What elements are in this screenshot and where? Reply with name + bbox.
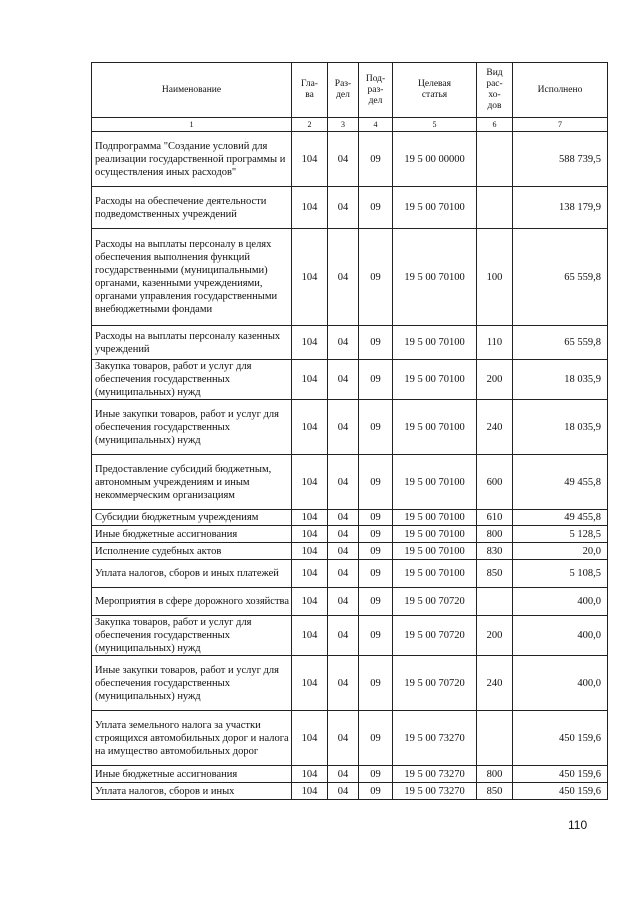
- row-tselevaya-statya: 19 5 00 70100: [393, 326, 477, 360]
- row-name: Субсидии бюджетным учреждениям: [92, 510, 292, 526]
- row-amount: 588 739,5: [513, 132, 608, 187]
- row-tselevaya-statya: 19 5 00 70720: [393, 588, 477, 616]
- table-row: [92, 132, 608, 187]
- row-tselevaya-statya: 19 5 00 70100: [393, 455, 477, 510]
- row-glava: 104: [292, 656, 328, 711]
- row-name: Мероприятия в сфере дорожного хозяйства: [92, 588, 292, 616]
- row-vid-raskhodov: [477, 132, 513, 187]
- row-name: Уплата налогов, сборов и иных платежей: [92, 560, 292, 588]
- row-vid-raskhodov: 100: [477, 229, 513, 326]
- column-number: 6: [477, 118, 513, 132]
- row-amount: 65 559,8: [513, 229, 608, 326]
- row-razdel: 04: [328, 187, 359, 229]
- table-row: [92, 711, 608, 766]
- row-razdel: 04: [328, 360, 359, 400]
- row-vid-raskhodov: 200: [477, 360, 513, 400]
- row-name: Иные закупки товаров, работ и услуг для обеспечения государственных (муниципальных) нужд: [92, 400, 292, 455]
- row-name: Иные закупки товаров, работ и услуг для обеспечения государственных (муниципальных) нужд: [92, 656, 292, 711]
- budget-execution-table: [91, 62, 608, 800]
- row-tselevaya-statya: 19 5 00 70100: [393, 510, 477, 526]
- row-tselevaya-statya: 19 5 00 70100: [393, 560, 477, 588]
- row-tselevaya-statya: 19 5 00 70100: [393, 229, 477, 326]
- column-number: 2: [292, 118, 328, 132]
- row-razdel: 04: [328, 616, 359, 656]
- row-razdel: 04: [328, 543, 359, 560]
- row-name: Уплата земельного налога за участки строящихся автомобильных дорог и налога на имущество автомобильных дорог: [92, 711, 292, 766]
- row-name: Исполнение судебных актов: [92, 543, 292, 560]
- row-podrazdel: 09: [359, 229, 393, 326]
- row-glava: 104: [292, 326, 328, 360]
- row-podrazdel: 09: [359, 455, 393, 510]
- row-glava: 104: [292, 560, 328, 588]
- row-podrazdel: 09: [359, 656, 393, 711]
- row-razdel: 04: [328, 711, 359, 766]
- row-amount: 18 035,9: [513, 360, 608, 400]
- row-tselevaya-statya: 19 5 00 70100: [393, 543, 477, 560]
- row-amount: 49 455,8: [513, 510, 608, 526]
- row-glava: 104: [292, 588, 328, 616]
- row-glava: 104: [292, 510, 328, 526]
- row-podrazdel: 09: [359, 360, 393, 400]
- table-header-row: [92, 63, 608, 118]
- row-vid-raskhodov: 200: [477, 616, 513, 656]
- row-name: Подпрограмма "Создание условий для реализации государственной программы и осуществления иных расходов": [92, 132, 292, 187]
- row-vid-raskhodov: [477, 711, 513, 766]
- row-name: Расходы на выплаты персоналу в целях обеспечения выполнения функций государственными (муниципальными) органами, казенными учреждениями, органами управления государственными внебюджетными фондами: [92, 229, 292, 326]
- row-razdel: 04: [328, 132, 359, 187]
- row-razdel: 04: [328, 766, 359, 783]
- row-glava: 104: [292, 711, 328, 766]
- table-row: [92, 187, 608, 229]
- row-tselevaya-statya: 19 5 00 73270: [393, 766, 477, 783]
- row-glava: 104: [292, 766, 328, 783]
- row-vid-raskhodov: 800: [477, 766, 513, 783]
- table-row: [92, 360, 608, 400]
- table-row: [92, 766, 608, 783]
- row-vid-raskhodov: 800: [477, 526, 513, 543]
- row-glava: 104: [292, 455, 328, 510]
- table-row: [92, 560, 608, 588]
- row-vid-raskhodov: 830: [477, 543, 513, 560]
- row-glava: 104: [292, 187, 328, 229]
- header-razdel: Раз- дел: [328, 63, 359, 118]
- row-razdel: 04: [328, 326, 359, 360]
- table-row: [92, 588, 608, 616]
- row-podrazdel: 09: [359, 326, 393, 360]
- header-ispolneno: Исполнено: [513, 63, 608, 118]
- row-podrazdel: 09: [359, 711, 393, 766]
- row-name: Расходы на обеспечение деятельности подведомственных учреждений: [92, 187, 292, 229]
- row-amount: 450 159,6: [513, 783, 608, 800]
- row-podrazdel: 09: [359, 588, 393, 616]
- row-amount: 138 179,9: [513, 187, 608, 229]
- row-amount: 450 159,6: [513, 766, 608, 783]
- row-razdel: 04: [328, 783, 359, 800]
- row-podrazdel: 09: [359, 766, 393, 783]
- table-row: [92, 783, 608, 800]
- row-razdel: 04: [328, 526, 359, 543]
- row-razdel: 04: [328, 560, 359, 588]
- table-row: [92, 455, 608, 510]
- row-podrazdel: 09: [359, 616, 393, 656]
- row-razdel: 04: [328, 400, 359, 455]
- page-number: 110: [568, 818, 588, 832]
- row-glava: 104: [292, 783, 328, 800]
- row-tselevaya-statya: 19 5 00 70720: [393, 616, 477, 656]
- header-vid-raskhodov: Вид рас- хо- дов: [477, 63, 513, 118]
- row-razdel: 04: [328, 229, 359, 326]
- row-podrazdel: 09: [359, 543, 393, 560]
- row-amount: 5 128,5: [513, 526, 608, 543]
- row-glava: 104: [292, 360, 328, 400]
- row-tselevaya-statya: 19 5 00 70100: [393, 360, 477, 400]
- row-amount: 400,0: [513, 588, 608, 616]
- column-number: 5: [393, 118, 477, 132]
- table-row: [92, 543, 608, 560]
- row-vid-raskhodov: [477, 187, 513, 229]
- table-row: [92, 400, 608, 455]
- row-name: Предоставление субсидий бюджетным, автономным учреждениям и иным некоммерческим организациям: [92, 455, 292, 510]
- row-tselevaya-statya: 19 5 00 70100: [393, 400, 477, 455]
- row-name: Закупка товаров, работ и услуг для обеспечения государственных (муниципальных) нужд: [92, 616, 292, 656]
- row-name: Расходы на выплаты персоналу казенных учреждений: [92, 326, 292, 360]
- row-amount: 400,0: [513, 616, 608, 656]
- row-amount: 49 455,8: [513, 455, 608, 510]
- row-podrazdel: 09: [359, 132, 393, 187]
- row-podrazdel: 09: [359, 783, 393, 800]
- row-amount: 400,0: [513, 656, 608, 711]
- column-number-row: [92, 118, 608, 132]
- row-vid-raskhodov: 600: [477, 455, 513, 510]
- row-razdel: 04: [328, 510, 359, 526]
- row-glava: 104: [292, 526, 328, 543]
- row-podrazdel: 09: [359, 510, 393, 526]
- row-amount: 450 159,6: [513, 711, 608, 766]
- row-amount: 18 035,9: [513, 400, 608, 455]
- row-tselevaya-statya: 19 5 00 73270: [393, 783, 477, 800]
- row-glava: 104: [292, 400, 328, 455]
- row-name: Иные бюджетные ассигнования: [92, 526, 292, 543]
- table-row: [92, 656, 608, 711]
- header-podrazdel: Под- раз- дел: [359, 63, 393, 118]
- row-vid-raskhodov: 850: [477, 560, 513, 588]
- row-name: Закупка товаров, работ и услуг для обеспечения государственных (муниципальных) нужд: [92, 360, 292, 400]
- row-vid-raskhodov: [477, 588, 513, 616]
- row-razdel: 04: [328, 588, 359, 616]
- header-glava: Гла- ва: [292, 63, 328, 118]
- column-number: 1: [92, 118, 292, 132]
- header-name: Наименование: [92, 63, 292, 118]
- row-tselevaya-statya: 19 5 00 70720: [393, 656, 477, 711]
- column-number: 7: [513, 118, 608, 132]
- row-tselevaya-statya: 19 5 00 70100: [393, 526, 477, 543]
- row-tselevaya-statya: 19 5 00 70100: [393, 187, 477, 229]
- row-tselevaya-statya: 19 5 00 73270: [393, 711, 477, 766]
- header-tselevaya-statya: Целевая статья: [393, 63, 477, 118]
- column-number: 4: [359, 118, 393, 132]
- row-podrazdel: 09: [359, 400, 393, 455]
- row-name: Иные бюджетные ассигнования: [92, 766, 292, 783]
- row-name: Уплата налогов, сборов и иных: [92, 783, 292, 800]
- row-tselevaya-statya: 19 5 00 00000: [393, 132, 477, 187]
- row-vid-raskhodov: 110: [477, 326, 513, 360]
- row-glava: 104: [292, 543, 328, 560]
- row-vid-raskhodov: 240: [477, 400, 513, 455]
- row-vid-raskhodov: 240: [477, 656, 513, 711]
- row-podrazdel: 09: [359, 187, 393, 229]
- table-row: [92, 526, 608, 543]
- column-number: 3: [328, 118, 359, 132]
- row-amount: 65 559,8: [513, 326, 608, 360]
- row-podrazdel: 09: [359, 560, 393, 588]
- table-row: [92, 616, 608, 656]
- table-row: [92, 510, 608, 526]
- row-glava: 104: [292, 132, 328, 187]
- row-podrazdel: 09: [359, 526, 393, 543]
- table-row: [92, 229, 608, 326]
- row-vid-raskhodov: 850: [477, 783, 513, 800]
- table-row: [92, 326, 608, 360]
- row-vid-raskhodov: 610: [477, 510, 513, 526]
- row-glava: 104: [292, 616, 328, 656]
- row-razdel: 04: [328, 455, 359, 510]
- row-amount: 20,0: [513, 543, 608, 560]
- row-amount: 5 108,5: [513, 560, 608, 588]
- row-razdel: 04: [328, 656, 359, 711]
- row-glava: 104: [292, 229, 328, 326]
